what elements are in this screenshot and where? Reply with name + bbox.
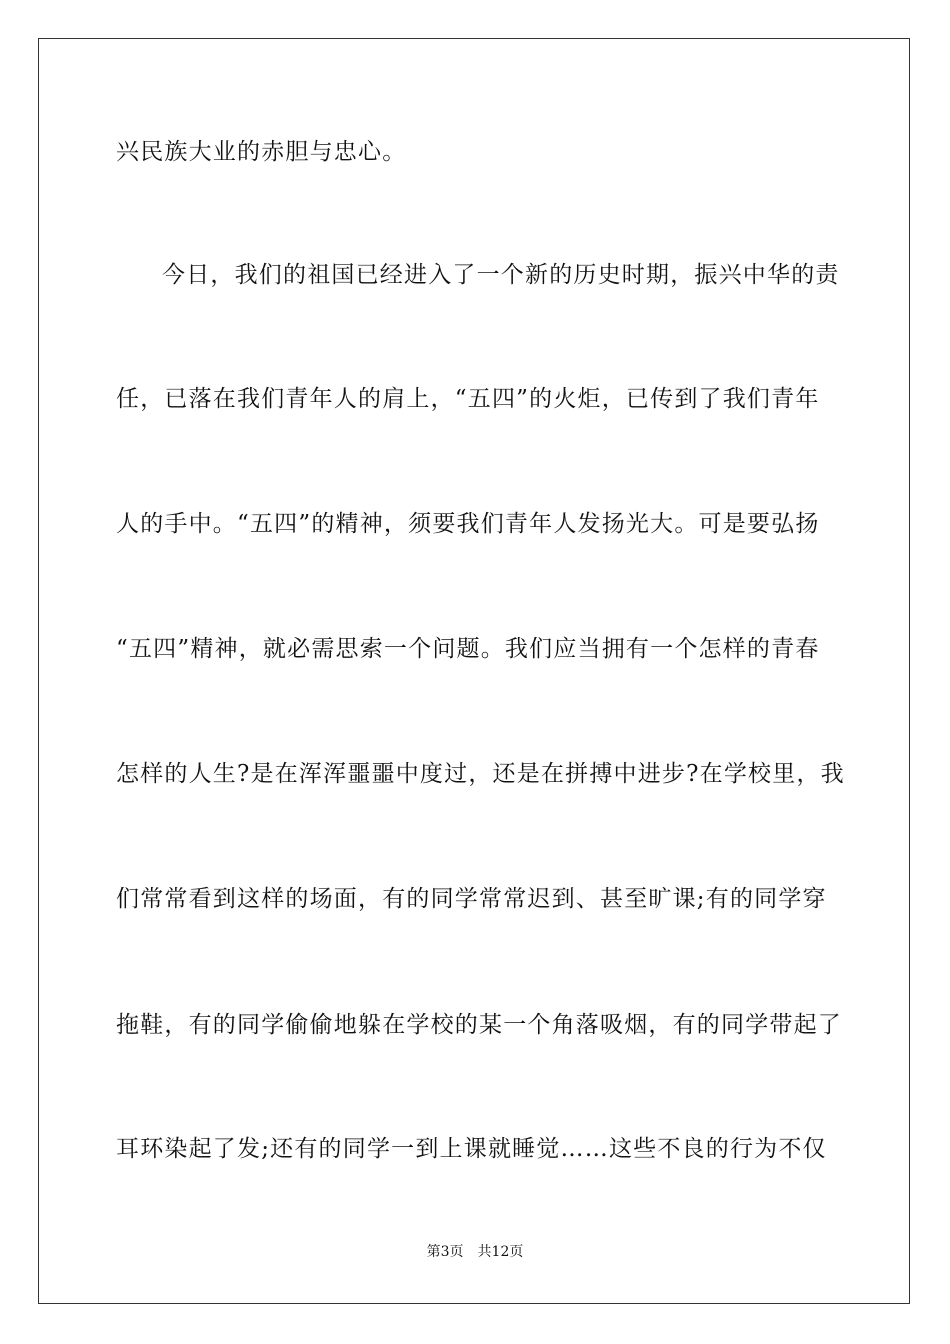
text-line-7: 们常常看到这样的场面，有的同学常常迟到、甚至旷课;有的同学穿 [116, 886, 827, 912]
text-line-6: 怎样的人生?是在浑浑噩噩中度过，还是在拼搏中进步?在学校里，我 [116, 761, 845, 787]
page-number: 第3页 [426, 1244, 464, 1260]
page-frame [38, 38, 910, 1304]
text-line-2: 今日，我们的祖国已经进入了一个新的历史时期，振兴中华的责 [162, 262, 840, 288]
text-line-5: “五四”精神，就必需思索一个问题。我们应当拥有一个怎样的青春 [116, 636, 820, 662]
page-footer [0, 1243, 950, 1261]
text-line-8: 拖鞋，有的同学偷偷地躲在学校的某一个角落吸烟，有的同学带起了 [116, 1012, 842, 1038]
page-total: 共12页 [477, 1244, 524, 1260]
text-line-4: 人的手中。“五四”的精神，须要我们青年人发扬光大。可是要弘扬 [116, 511, 820, 537]
text-line-9: 耳环染起了发;还有的同学一到上课就睡觉……这些不良的行为不仅 [116, 1136, 827, 1162]
text-line-1: 兴民族大业的赤胆与忠心。 [116, 139, 407, 165]
text-line-3: 任，已落在我们青年人的肩上，“五四”的火炬，已传到了我们青年 [116, 386, 820, 412]
